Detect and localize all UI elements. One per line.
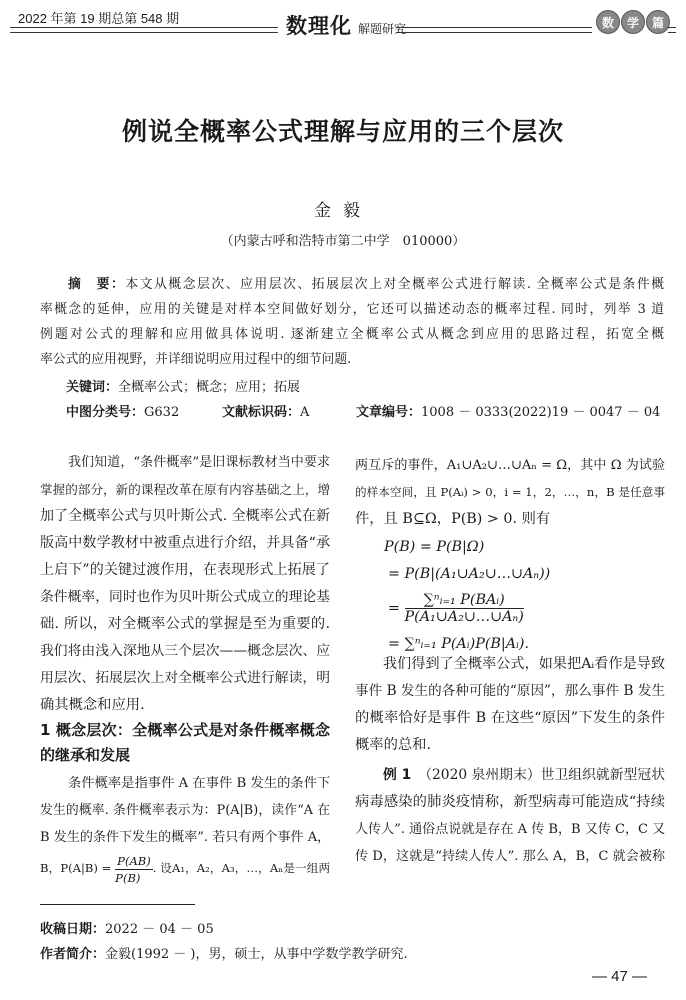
right-intro xyxy=(355,452,665,533)
received-label: 收稿日期： xyxy=(40,922,106,937)
doc-code-label: 文献标识码： xyxy=(222,405,301,420)
conditional-fraction xyxy=(115,853,153,886)
text-line: B 发生的条件下发生的概率”. 若只有两个事件 A， xyxy=(40,830,331,845)
article-number xyxy=(356,401,666,420)
article-number-label: 文章编号： xyxy=(356,405,422,420)
text-line: 我们得到了全概率公式，如果把Aᵢ看作是导致 xyxy=(383,656,665,672)
abstract-line: 例题对公式的理解和应用做具体说明. 逐渐建立全概率公式从概念到应用的思路过程，拓宽全概 xyxy=(40,327,664,342)
section-1-paragraph xyxy=(40,770,330,886)
received-date xyxy=(40,918,660,937)
clc-number xyxy=(66,401,179,420)
abstract-line: 本文从概念层次、应用层次、拓展层次上对全概率公式进行解读. 全概率公式是条件概 xyxy=(125,277,665,292)
text-line: 发生的概率. 条件概率表示为：P(A|B)，读作“A 在 xyxy=(40,803,330,818)
footnote-rule xyxy=(40,904,195,905)
author-name: 金毅 xyxy=(314,201,372,221)
text-line: 加了全概率公式与贝叶斯公式. 全概率公式在新 xyxy=(40,508,330,524)
journal-section: 解题研究 xyxy=(358,22,407,36)
text-line: 掌握的部分，新的课程改革在原有内容基础之上，增 xyxy=(40,482,330,497)
journal-name: 数理化 xyxy=(286,15,352,38)
badge-char: 数 xyxy=(596,10,620,34)
formula-fraction xyxy=(405,592,524,625)
text-line: 事件 B 发生的各种可能的“原因”，那么事件 B 发生 xyxy=(355,683,665,699)
formula-line: P(B) = P(B|Ω) xyxy=(384,539,485,555)
text-line: 概率的总和. xyxy=(355,737,432,753)
badge-char: 篇 xyxy=(646,10,670,34)
doc-code-value: A xyxy=(300,405,310,420)
bio-value: 金毅(1992 － )，男，硕士，从事中学数学教学研究. xyxy=(105,947,408,962)
section-1-heading xyxy=(40,718,330,768)
example-line: （2020 泉州期末）世卫组织就新型冠状 xyxy=(425,767,665,783)
doc-code xyxy=(222,401,309,420)
abstract-line: 率公式的应用视野，并详细说明应用过程中的细节问题. xyxy=(40,352,352,367)
keywords xyxy=(66,376,300,395)
bio-label: 作者简介： xyxy=(40,947,106,962)
clc-label: 中图分类号： xyxy=(66,405,145,420)
example-line: 传 D，这就是“持续人传人”. 那么 A，B，C 就会被称 xyxy=(355,849,665,864)
article-title: 例说全概率公式理解与应用的三个层次 xyxy=(121,117,564,146)
text-line: 条件概率是指事件 A 在事件 B 发生的条件下 xyxy=(68,776,331,791)
formula-line: = P(B|(A₁∪A₂∪…∪Aₙ)) xyxy=(388,566,551,582)
text-line: 的概率恰好是事件 B 在这些“原因”下发生的条件 xyxy=(355,710,665,726)
author-affiliation: （内蒙古呼和浩特市第二中学 010000） xyxy=(220,234,466,249)
example-line: 病毒感染的肺炎疫情称，新型病毒可能造成“持续 xyxy=(355,794,665,810)
text-line: 我们知道，“条件概率”是旧课标教材当中要求 xyxy=(68,455,330,470)
abstract xyxy=(40,272,664,372)
right-paragraph-2 xyxy=(355,651,665,759)
issue-info: 2022 年第 19 期总第 548 期 xyxy=(18,11,180,26)
text-line: 用层次、拓展层次上对全概率公式进行解读，明 xyxy=(40,670,330,686)
example-label: 例 1 xyxy=(383,767,412,783)
author-bio xyxy=(40,943,660,962)
header-rule-left xyxy=(10,27,278,33)
section-badge xyxy=(596,10,670,34)
keywords-value: 全概率公式；概念；应用；拓展 xyxy=(118,380,301,395)
heading-line: 的继承和发展 xyxy=(40,746,131,764)
header-rule-right xyxy=(396,27,592,33)
total-probability-derivation xyxy=(384,534,664,658)
text-line: 版高中数学教材中被重点进行介绍，并具备“承 xyxy=(40,535,330,551)
clc-value: G632 xyxy=(144,405,180,420)
text-line: 件，且 B⊆Ω，P(B) > 0. 则有 xyxy=(355,511,551,527)
page-number: — 47 — xyxy=(592,968,648,985)
fraction-denominator: P(B) xyxy=(115,870,141,885)
text-line: 上启下”的关键过渡作用，在表现形式上拓展了 xyxy=(40,562,330,578)
formula-suffix: . 设A₁，A₂，A₃，…，Aₙ是一组两 xyxy=(152,861,331,875)
text-line: 础. 所以，对全概率公式的掌握是至为重要的. xyxy=(40,616,330,632)
article-number-value: 1008 － 0333(2022)19 － 0047 － 04 xyxy=(421,405,661,420)
formula-fraction-line xyxy=(384,592,664,625)
formula-prefix: B，P(A|B) = xyxy=(40,861,116,875)
fraction-denominator: P(A₁∪A₂∪…∪Aₙ) xyxy=(404,609,524,625)
section-1-lines xyxy=(40,770,330,851)
received-value: 2022 － 04 － 05 xyxy=(105,922,214,937)
formula-line: = ∑ⁿᵢ₌₁ P(Aᵢ)P(B|Aᵢ). xyxy=(388,636,530,652)
abstract-label: 摘 要： xyxy=(68,277,126,292)
intro-paragraph xyxy=(40,449,330,719)
example-line: 人传人”. 通俗点说就是存在 A 传 B，B 又传 C，C 又 xyxy=(355,822,666,837)
example-1 xyxy=(355,762,665,870)
fraction-numerator: P(AB) xyxy=(117,853,151,868)
abstract-line: 率概念的延伸，应用的关键是对样本空间做好划分，它还可以描述动态的概率过程. 同时，列举 3 道 xyxy=(40,302,664,317)
conditional-probability-formula-line xyxy=(40,851,330,886)
text-line: 我们将由浅入深地从三个层次——概念层次、应 xyxy=(40,643,330,659)
header-rule-end xyxy=(668,27,676,33)
equals: = xyxy=(388,600,400,617)
text-line: 的样本空间，且 P(Aᵢ) > 0，i = 1，2，…，n，B 是任意事 xyxy=(355,485,665,499)
journal-header xyxy=(286,10,406,40)
fraction-numerator: ∑ⁿᵢ₌₁ P(BAᵢ) xyxy=(405,592,524,609)
text-line: 两互斥的事件，A₁∪A₂∪…∪Aₙ = Ω，其中 Ω 为试验 xyxy=(355,458,665,473)
text-line: 确其概念和应用. xyxy=(40,697,145,713)
keywords-label: 关键词： xyxy=(66,380,119,395)
text-line: 条件概率，同时也作为贝叶斯公式成立的理论基 xyxy=(40,589,330,605)
heading-line: 1 概念层次：全概率公式是对条件概率概念 xyxy=(40,721,330,739)
badge-char: 学 xyxy=(621,10,645,34)
